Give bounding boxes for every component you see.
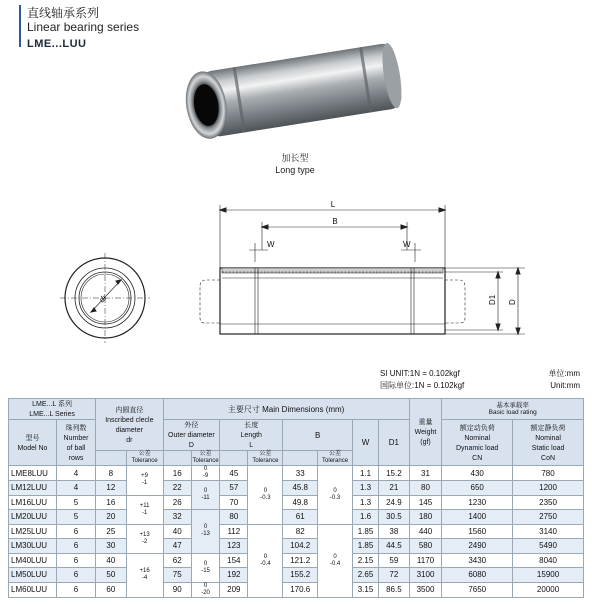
model-series-label: LME...LUU [27,38,87,50]
cell-dynamic-load: 2490 [442,539,513,554]
cell-static-load: 2750 [513,510,584,525]
cell-model: LM16LUU [9,495,57,510]
cell-dr: 8 [96,466,126,481]
cell-model: LM60LUU [9,582,57,597]
cell-d1: 72 [379,568,410,583]
cell-length: 192 [220,568,248,583]
cell-weight: 80 [409,481,442,496]
unit-notes [380,368,580,392]
header-dr-tolerance: 公差 Tolerance [126,451,163,466]
cell-d1: 15.2 [379,466,410,481]
dim-D-label: D [508,299,517,305]
cell-outer-diameter: 40 [163,524,191,539]
cell-weight: 3500 [409,582,442,597]
cell-weight: 145 [409,495,442,510]
cell-b: 104.2 [283,539,318,554]
bearing-body [199,42,403,138]
cell-d1: 86.5 [379,582,410,597]
cell-weight: 31 [409,466,442,481]
cell-length: 123 [220,539,248,554]
technical-drawing [55,190,535,360]
specification-table [8,398,584,598]
cell-dynamic-load: 430 [442,466,513,481]
cell-dr-tolerance: +11 -1 [126,495,163,524]
cell-static-load: 20000 [513,582,584,597]
table-row [9,510,584,525]
cell-dr: 12 [96,481,126,496]
header-d1: D1 [379,420,410,466]
cell-w: 1.85 [352,524,378,539]
cell-dynamic-load: 3430 [442,553,513,568]
unit-mm-en: Unit:mm [550,381,580,390]
cell-d1: 30.5 [379,510,410,525]
caption-english: Long type [275,165,315,175]
cell-w: 2.65 [352,568,378,583]
cell-dr-tolerance: +13 -2 [126,524,163,553]
cell-dynamic-load: 1230 [442,495,513,510]
si-unit-note: SI UNIT:1N = 0.102kgf [380,369,460,378]
cell-static-load: 1200 [513,481,584,496]
cell-d1: 24.9 [379,495,410,510]
cell-outer-diameter: 32 [163,510,191,525]
specification-rows [9,466,584,598]
cell-od-tolerance: 0 -11 [191,481,219,510]
cell-w: 1.85 [352,539,378,554]
cell-model: LM25LUU [9,524,57,539]
cell-b-tolerance: 0 -0.4 [318,524,353,597]
cell-outer-diameter: 75 [163,568,191,583]
cell-dr: 30 [96,539,126,554]
header-dr-value [96,451,126,466]
header-b-tolerance: 公差 Tolerance [318,451,353,466]
cell-b: 170.6 [283,582,318,597]
cell-ball-rows: 6 [56,524,95,539]
cell-b: 155.2 [283,568,318,583]
header-len-value [220,451,248,466]
cell-dr: 40 [96,553,126,568]
header-dynamic-load: 额定动负荷 Nominal Dynamic load CN [442,420,513,466]
cell-dr: 25 [96,524,126,539]
cell-w: 2.15 [352,553,378,568]
cell-weight: 180 [409,510,442,525]
end-view-dr-label: dr [97,292,109,305]
photo-caption [250,152,340,176]
header-model-no: 型号 Model No [9,420,57,466]
cell-model: LME8LUU [9,466,57,481]
table-row [9,553,584,568]
header-od-tolerance: 公差 Tolerance [192,451,219,464]
cell-dr: 60 [96,582,126,597]
cell-w: 1.1 [352,466,378,481]
cell-length-tolerance: 0 -0.3 [248,466,283,525]
cell-dr-tolerance: +16 -4 [126,553,163,597]
table-row [9,466,584,481]
cell-ball-rows: 6 [56,539,95,554]
table-row [9,582,584,597]
cell-length: 112 [220,524,248,539]
cell-outer-diameter: 90 [163,582,191,597]
cell-length: 154 [220,553,248,568]
header-main-dimensions: 主要尺寸 Main Dimensions (mm) [163,399,409,420]
header-w: W [352,420,378,466]
cell-length: 70 [220,495,248,510]
cell-dr: 50 [96,568,126,583]
cell-length-tolerance: 0 -0.4 [248,524,283,597]
cell-length: 57 [220,481,248,496]
cell-ball-rows: 6 [56,553,95,568]
header-accent-bar [19,5,21,47]
cell-d1: 44.5 [379,539,410,554]
cell-model: LM40LUU [9,553,57,568]
cell-b: 33 [283,466,318,481]
cell-weight: 580 [409,539,442,554]
cell-static-load: 780 [513,466,584,481]
cell-weight: 3100 [409,568,442,583]
header-od-value [163,451,191,466]
cell-outer-diameter: 26 [163,495,191,510]
cell-static-load: 8040 [513,553,584,568]
dim-D1-label: D1 [488,294,497,305]
cell-dynamic-load: 1560 [442,524,513,539]
cell-outer-diameter: 16 [163,466,191,481]
cell-outer-diameter: 22 [163,481,191,496]
cell-dynamic-load: 650 [442,481,513,496]
cell-w: 3.15 [352,582,378,597]
cell-static-load: 15900 [513,568,584,583]
bearing-photo [175,30,415,150]
header-ball-rows: 珠列数 Number of ball rows [56,420,95,466]
table-row [9,481,584,496]
cell-outer-diameter: 47 [163,539,191,554]
cell-static-load: 2350 [513,495,584,510]
cell-outer-diameter: 62 [163,553,191,568]
table-row [9,568,584,583]
cell-dr: 16 [96,495,126,510]
header-len-tolerance: 公差 Tolerance [248,451,283,466]
cn-unit-note: 国际单位:1N = 0.102kgf [380,381,465,390]
cell-length: 45 [220,466,248,481]
table-row [9,495,584,510]
cell-ball-rows: 4 [56,466,95,481]
header-series: LME...L 系列 LME...L Series [9,399,96,420]
cell-ball-rows: 6 [56,582,95,597]
cell-length: 209 [220,582,248,597]
header-length: 长度 Length L [220,420,283,451]
cell-w: 1.3 [352,481,378,496]
cell-ball-rows: 4 [56,481,95,496]
cell-b: 49.8 [283,495,318,510]
cell-b: 45.8 [283,481,318,496]
cell-length: 80 [220,510,248,525]
header-outer-diameter: 外径 Outer diameter D [163,420,220,451]
cell-static-load: 5490 [513,539,584,554]
header-inscribed-diameter: 内圆直径 Inscribed clecle diameter dr [96,399,164,451]
header-basic-load: 基本承载率 Basic load rating [442,399,584,420]
cell-b: 61 [283,510,318,525]
table-row [9,539,584,554]
cell-b-tolerance: 0 -0.3 [318,466,353,525]
table-row [9,524,584,539]
cell-ball-rows: 5 [56,495,95,510]
dim-W-left-label: W [267,240,275,249]
cell-dr-tolerance: +9 -1 [126,466,163,496]
cell-dr: 20 [96,510,126,525]
cell-d1: 38 [379,524,410,539]
cell-weight: 1170 [409,553,442,568]
dim-W-right-label: W [403,240,411,249]
header-b: B [283,420,353,451]
header-b-value [283,451,318,466]
cell-d1: 59 [379,553,410,568]
cell-model: LM50LUU [9,568,57,583]
dim-L-label: L [330,200,336,209]
cell-od-tolerance: 0 -15 [191,553,219,582]
cell-w: 1.3 [352,495,378,510]
caption-chinese: 加长型 [281,153,309,163]
title-english: Linear bearing series [27,20,140,34]
dim-B-label: B [332,217,338,226]
cell-dynamic-load: 1400 [442,510,513,525]
cell-ball-rows: 5 [56,510,95,525]
header-weight: 重量 Weight (gf) [409,399,442,466]
cell-static-load: 3140 [513,524,584,539]
cell-model: LM12LUU [9,481,57,496]
cell-w: 1.6 [352,510,378,525]
cell-dynamic-load: 7650 [442,582,513,597]
cell-b: 121.2 [283,553,318,568]
cell-model: LM30LUU [9,539,57,554]
cell-od-tolerance: 0 -20 [191,582,219,597]
cell-weight: 440 [409,524,442,539]
side-view [200,205,525,334]
cell-od-tolerance: 0 -13 [191,510,219,554]
cell-od-tolerance: 0 -9 [191,466,219,481]
header-static-load: 额定静负荷 Nominal Static load CoN [513,420,584,466]
cell-ball-rows: 6 [56,568,95,583]
cell-d1: 21 [379,481,410,496]
cell-dynamic-load: 6080 [442,568,513,583]
cell-model: LM20LUU [9,510,57,525]
cell-b: 82 [283,524,318,539]
title-chinese: 直线轴承系列 [27,6,100,20]
unit-mm-cn: 单位:mm [548,369,580,378]
